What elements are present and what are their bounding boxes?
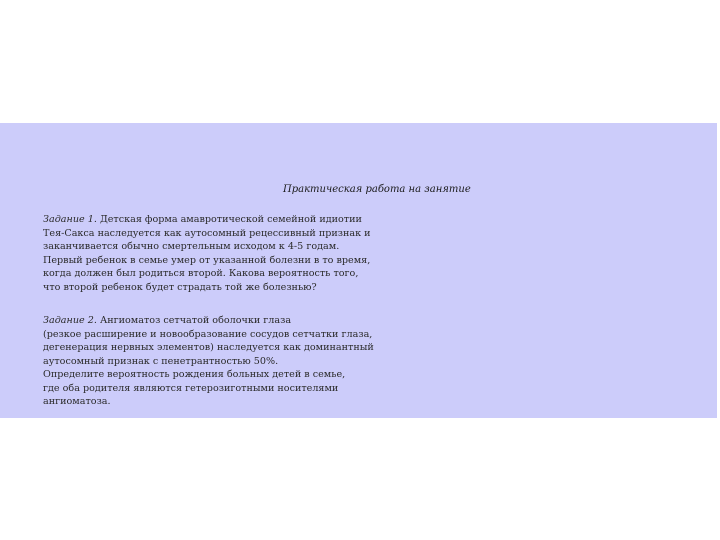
task-2 <box>43 314 374 409</box>
task-1-line-1 <box>43 213 371 227</box>
task-2-text-7: ангиоматоза. <box>43 396 111 407</box>
task-2-line-1 <box>43 314 374 328</box>
task-2-text-4: аутосомный признак с пенетрантностью 50%. <box>43 355 279 367</box>
task-2-text-3: дегенерация нервных элементов) наследуется как доминантный <box>43 342 374 353</box>
task-1-text-5: когда должен был родиться второй. Какова вероятность того, <box>43 268 359 279</box>
task-1-text-2: Тея-Сакса наследуется как аутосомный рецессивный признак и <box>43 227 371 239</box>
task-2-text-6: где оба родителя являются гетерозиготными носителями <box>43 382 339 394</box>
task-1-text-6: что второй ребенок будет страдать той же болезнью? <box>43 281 317 293</box>
task-1 <box>43 213 371 294</box>
task-2-text-5: Определите вероятность рождения больных детей в семье, <box>43 369 346 380</box>
task-1-text-3: заканчивается обычно смертельным исходом к 4-5 годам. <box>43 241 340 252</box>
task-2-label: Задание 2. <box>43 315 97 326</box>
task-1-label: Задание 1. <box>43 214 97 225</box>
task-2-text-1: Ангиоматоз сетчатой оболочки глаза <box>99 315 292 326</box>
task-1-text-4: Первый ребенок в семье умер от указанной болезни в то время, <box>43 254 371 266</box>
document-title: Практическая работа на занятие <box>283 184 471 195</box>
task-1-text-1: Детская форма амавротической семейной идиотии <box>99 214 362 225</box>
task-2-text-2: (резкое расширение и новообразование сосудов сетчатки глаза, <box>43 328 373 340</box>
